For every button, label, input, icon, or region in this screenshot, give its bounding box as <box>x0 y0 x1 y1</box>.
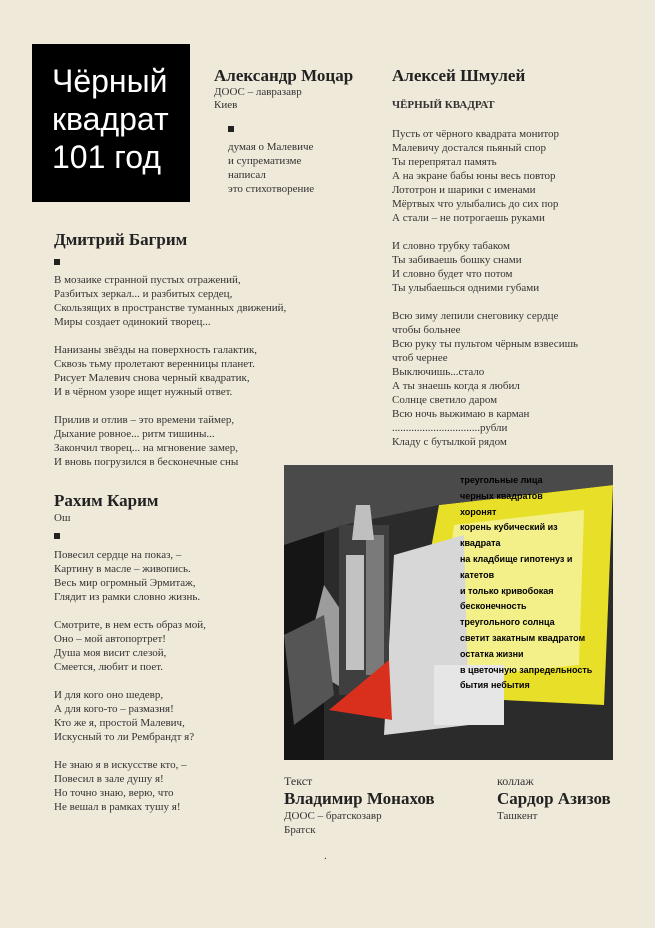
collage-line: черных квадратов <box>460 490 543 501</box>
poem-line <box>54 604 206 618</box>
author-shmuley: Алексей Шмулей <box>392 66 526 85</box>
poem-line: Ты забиваешь бошку снами <box>392 254 522 266</box>
poem-line: и супрематизме <box>228 155 302 167</box>
poem-line: Глядит из рамки словно жизнь. <box>54 591 201 603</box>
square-bullet-icon <box>54 533 60 539</box>
logo-line-3: 101 год <box>52 139 162 175</box>
collage-line: светит закатным квадратом <box>460 632 586 643</box>
collage-line: бесконечность <box>460 601 527 612</box>
poem-line: Повесил сердце на показ, – <box>54 549 182 561</box>
author-karim: Рахим Карим <box>54 491 159 510</box>
poem-line: И в чёрном узоре ищет нужный ответ. <box>54 386 233 398</box>
karim-poem <box>54 548 206 814</box>
logo-line-2: квадрат <box>52 101 169 137</box>
collage-line: хоронят <box>460 506 497 517</box>
poem-line: Прилив и отлив – это времени таймер, <box>54 414 235 426</box>
poem-line: чтоб чернее <box>392 352 448 364</box>
poem-line: Ты улыбаешься одними губами <box>392 282 540 294</box>
poem-line <box>54 744 206 758</box>
text-author-org: ДООС – братскозавр <box>284 810 382 822</box>
poem-line: Не вешал в рамках тушу я! <box>54 801 181 813</box>
poem-line: Кто же я, простой Малевич, <box>54 717 185 729</box>
collage-line: в цветочную запредельность <box>460 664 593 675</box>
karim-city: Ош <box>54 512 71 524</box>
poem-line: И словно будет что потом <box>392 268 513 280</box>
poem-line: Рисует Малевич снова черный квадратик, <box>54 372 250 384</box>
poem-line: А ты знаешь когда я любил <box>392 380 520 392</box>
poem-line: Всю зиму лепили снеговику сердце <box>392 310 559 322</box>
square-bullet-icon <box>228 126 234 132</box>
poem-line: Ты перепрятал память <box>392 156 497 168</box>
poem-line: ................................рубли <box>392 422 508 434</box>
collage-poem <box>460 473 613 694</box>
poem-line: Повесил в зале душу я! <box>54 773 164 785</box>
collage-image <box>284 465 613 760</box>
poem-line: Сквозь тьму пролетают веренницы планет. <box>54 358 255 370</box>
poem-line: Скользящих в пространстве туманных движений, <box>54 302 287 314</box>
square-bullet-icon <box>54 259 60 265</box>
poem-line: Картину в масле – живопись. <box>54 563 191 575</box>
collage-line: бытия небытия <box>460 680 530 691</box>
poem-line: Но точно знаю, верю, что <box>54 787 174 799</box>
collage-line: и только кривобокая <box>460 585 554 596</box>
collage-author-city: Ташкент <box>497 810 538 822</box>
poem-line <box>54 329 286 343</box>
collage-line: квадрата <box>460 538 501 549</box>
poem-line: Малевичу достался пьяный спор <box>392 142 546 154</box>
collage-line: остатка жизни <box>460 648 524 659</box>
text-author-city: Братск <box>284 824 316 836</box>
collage-line: катетов <box>460 569 495 580</box>
logo-line-1: Чёрный <box>52 63 168 99</box>
bagrim-poem <box>54 273 286 469</box>
poem-line: Солнце светило даром <box>392 394 498 406</box>
poem-line: написал <box>228 169 266 181</box>
poem-line: Закончил творец... на мгновение замер, <box>54 442 239 454</box>
poem-line: Весь мир огромный Эрмитаж, <box>54 577 196 589</box>
poem-line: чтобы больнее <box>392 324 461 336</box>
poem-line: Нанизаны звёзды на поверхность галактик, <box>54 344 258 356</box>
text-author: Владимир Монахов <box>284 789 435 808</box>
poem-line: Лототрон и шарики с именами <box>392 184 536 196</box>
poem-line <box>392 295 578 309</box>
poem-line: В мозаике странной пустых отражений, <box>54 274 241 286</box>
poem-line: Смотрите, в нем есть образ мой, <box>54 619 206 631</box>
collage-line: корень кубический из <box>460 522 558 533</box>
poem-line: Искусный то ли Рембрандт я? <box>54 731 195 743</box>
poem-line: И для кого оно шедевр, <box>54 689 164 701</box>
poem-line <box>54 674 206 688</box>
poem-line: Мёртвых что улыбались до сих пор <box>392 198 559 210</box>
poem-line: Миры создает одинокий творец... <box>54 316 211 328</box>
poem-line <box>392 225 578 239</box>
collage-label: коллаж <box>497 774 534 788</box>
motsar-city: Киев <box>214 99 238 111</box>
stray-dot: . <box>324 850 327 862</box>
shmuley-poem <box>392 127 578 449</box>
poem-line: Выключишь...стало <box>392 366 485 378</box>
collage-line: на кладбище гипотенуз и <box>460 553 573 564</box>
poem-line: И вновь погрузился в бесконечные сны <box>54 456 239 468</box>
poem-line: Всю руку ты пультом чёрным взвесишь <box>392 338 579 350</box>
motsar-poem <box>228 140 314 196</box>
poem-line: Дыхание ровное... ритм тишины... <box>54 428 215 440</box>
poem-line: Смеется, любит и поет. <box>54 661 163 673</box>
text-label: Текст <box>284 774 313 788</box>
poem-line: А для кого-то – размазня! <box>54 703 174 715</box>
poem-line: А на экране бабы юны весь повтор <box>392 170 556 182</box>
collage-line: треугольного солнца <box>460 617 555 628</box>
poem-line: Всю ночь выжимаю в карман <box>392 408 530 420</box>
author-bagrim: Дмитрий Багрим <box>54 230 188 249</box>
poem-line: Кладу с бутылкой рядом <box>392 436 507 448</box>
poem-line: И словно трубку табаком <box>392 240 510 252</box>
poem-line: это стихотворение <box>228 183 315 195</box>
poem-line: думая о Малевиче <box>228 141 314 153</box>
poem-line: А стали – не потрогаешь руками <box>392 212 545 224</box>
poem-line <box>54 399 286 413</box>
motsar-org: ДООС – лавразавр <box>214 86 302 98</box>
author-motsar: Александр Моцар <box>214 66 354 85</box>
poem-line: Разбитых зеркал... и разбитых сердец, <box>54 288 233 300</box>
shmuley-poem-title: ЧЁРНЫЙ КВАДРАТ <box>392 99 495 111</box>
poem-line: Пусть от чёрного квадрата монитор <box>392 128 560 140</box>
logo-black-square <box>32 44 190 202</box>
poem-line: Душа моя висит слезой, <box>54 647 167 659</box>
collage-author: Сардор Азизов <box>497 789 611 808</box>
collage-line: треугольные лица <box>460 475 543 485</box>
poem-line: Не знаю я в искусстве кто, – <box>54 759 187 771</box>
poem-line: Оно – мой автопортрет! <box>54 633 166 645</box>
